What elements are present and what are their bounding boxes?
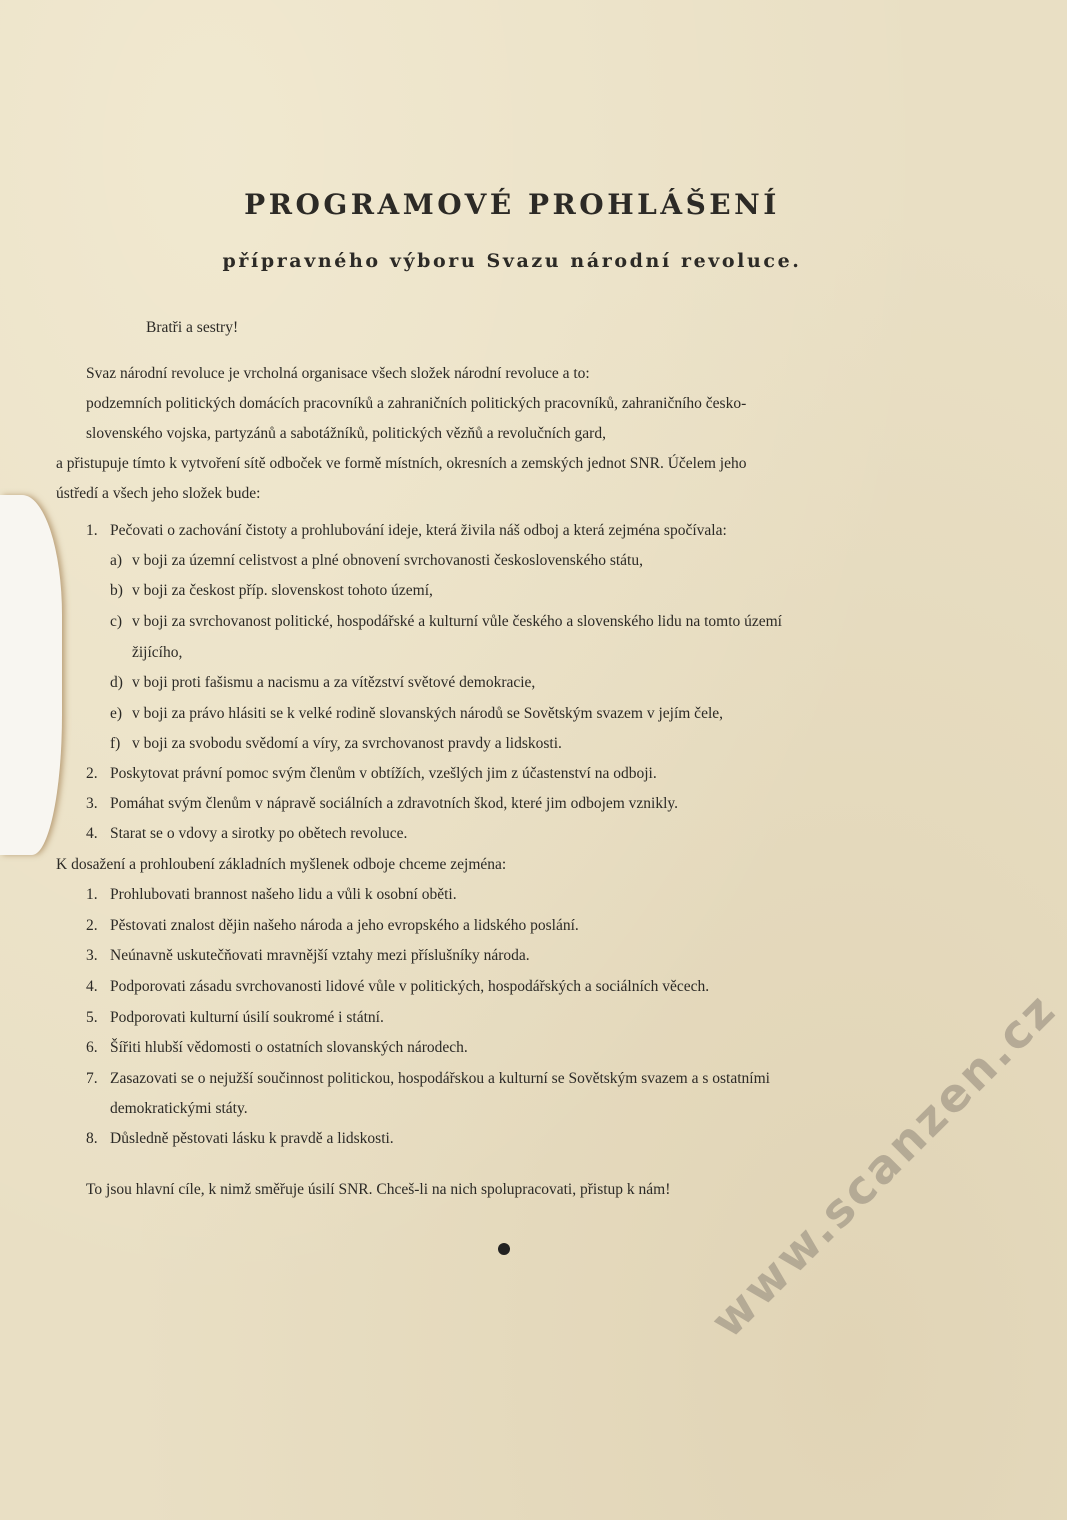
intro-line: ústředí a všech jeho složek bude: <box>56 485 261 502</box>
item-text: demokratickými státy. <box>110 1100 248 1117</box>
item-text: žijícího, <box>132 644 183 661</box>
item-letter: b) <box>110 582 123 599</box>
sub-item <box>110 612 782 632</box>
sub-item <box>110 673 535 693</box>
item-number: 8. <box>86 1130 98 1147</box>
item-number: 1. <box>86 886 98 903</box>
item-letter: f) <box>110 735 121 752</box>
item-text: Šířiti hlubší vědomosti o ostatních slovanských národech. <box>110 1039 468 1056</box>
item-number: 1. <box>86 522 98 539</box>
intro-line: Svaz národní revoluce je vrcholná organisace všech složek národní revoluce a to: <box>86 365 590 382</box>
item-text: v boji za českost příp. slovenskost tohoto území, <box>132 582 433 599</box>
list-item <box>86 1038 468 1058</box>
item-letter: c) <box>110 613 123 630</box>
item-number: 3. <box>86 795 98 812</box>
list-item <box>86 1008 384 1028</box>
item-text: Starat se o vdovy a sirotky po obětech revoluce. <box>110 825 408 842</box>
item-text: Podporovati zásadu svrchovanosti lidové vůle v politických, hospodářských a sociálních věcech. <box>110 978 710 995</box>
item-text: Poskytovat právní pomoc svým členům v obtížích, vzešlých jim z účastenství na odboji. <box>110 765 657 782</box>
list-item <box>86 764 657 784</box>
item-text: Pečovati o zachování čistoty a prohlubování ideje, která živila náš odboj a která zejména spočívala: <box>110 522 727 539</box>
watermark: www.scanzen.cz <box>700 981 1067 1349</box>
item-text: Neúnavně uskutečňovati mravnější vztahy mezi příslušníky národa. <box>110 947 530 964</box>
intro-line: podzemních politických domácích pracovníků a zahraničních politických pracovníků, zahraničního česko- <box>86 395 747 412</box>
list-item <box>86 977 709 997</box>
item-number: 2. <box>86 765 98 782</box>
item-text: Podporovati kulturní úsilí soukromé i státní. <box>110 1009 384 1026</box>
list-item <box>86 1129 394 1149</box>
item-number: 6. <box>86 1039 98 1056</box>
list-item <box>86 794 678 814</box>
torn-edge <box>0 495 62 855</box>
sub-item <box>110 704 723 724</box>
list-item <box>86 946 530 966</box>
sub-item <box>110 581 433 601</box>
closing-statement: To jsou hlavní cíle, k nimž směřuje úsilí SNR. Chceš-li na nich spolupracovati, přistup k nám! <box>86 1181 671 1198</box>
intro-line: a přistupuje tímto k vytvoření sítě odboček ve formě místních, okresních a zemských jednot SNR. Účelem jeho <box>56 455 747 472</box>
list-item <box>86 916 579 936</box>
sub-item <box>110 734 562 754</box>
bullet-dot <box>498 1243 510 1255</box>
item-number: 7. <box>86 1070 98 1087</box>
list-item <box>86 1099 248 1119</box>
item-text: v boji za územní celistvost a plné obnovení svrchovanosti československého státu, <box>132 552 643 569</box>
item-number: 4. <box>86 825 98 842</box>
aims-heading: K dosažení a prohloubení základních myšlenek odboje chceme zejména: <box>56 856 507 873</box>
sub-item <box>110 551 643 571</box>
list-item <box>86 885 457 905</box>
item-text: v boji za svobodu svědomí a víry, za svrchovanost pravdy a lidskosti. <box>132 735 562 752</box>
document-subtitle: přípravného výboru Svazu národní revoluce. <box>222 250 802 272</box>
item-text: Prohlubovati brannost našeho lidu a vůli k osobní oběti. <box>110 886 457 903</box>
item-text: Důsledně pěstovati lásku k pravdě a lidskosti. <box>110 1130 394 1147</box>
item-text: v boji za svrchovanost politické, hospodářské a kulturní vůle českého a slovenského lidu na tomto území <box>132 613 782 630</box>
item-number: 3. <box>86 947 98 964</box>
item-number: 2. <box>86 917 98 934</box>
item-text: Pěstovati znalost dějin našeho národa a jeho evropského a lidského poslání. <box>110 917 579 934</box>
item-letter: d) <box>110 674 123 691</box>
item-number: 5. <box>86 1009 98 1026</box>
list-item <box>86 1069 770 1089</box>
document-title: PROGRAMOVÉ PROHLÁŠENÍ <box>244 188 780 221</box>
item-number: 4. <box>86 978 98 995</box>
sub-item <box>110 643 182 663</box>
item-letter: a) <box>110 552 123 569</box>
list-item <box>86 521 727 541</box>
item-text: v boji za právo hlásiti se k velké rodině slovanských národů se Sovětským svazem v jejím čele, <box>132 705 724 722</box>
item-text: Zasazovati se o nejužší součinnost politickou, hospodářskou a kulturní se Sovětským svazem a s ostatními <box>110 1070 770 1087</box>
item-text: Pomáhat svým členům v nápravě sociálních a zdravotních škod, které jim odbojem vznikly. <box>110 795 679 812</box>
item-letter: e) <box>110 705 123 722</box>
item-text: v boji proti fašismu a nacismu a za vítězství světové demokracie, <box>132 674 536 691</box>
greeting: Bratři a sestry! <box>146 319 239 336</box>
intro-line: slovenského vojska, partyzánů a sabotážníků, politických vězňů a revolučních gard, <box>86 425 606 442</box>
list-item <box>86 824 407 844</box>
